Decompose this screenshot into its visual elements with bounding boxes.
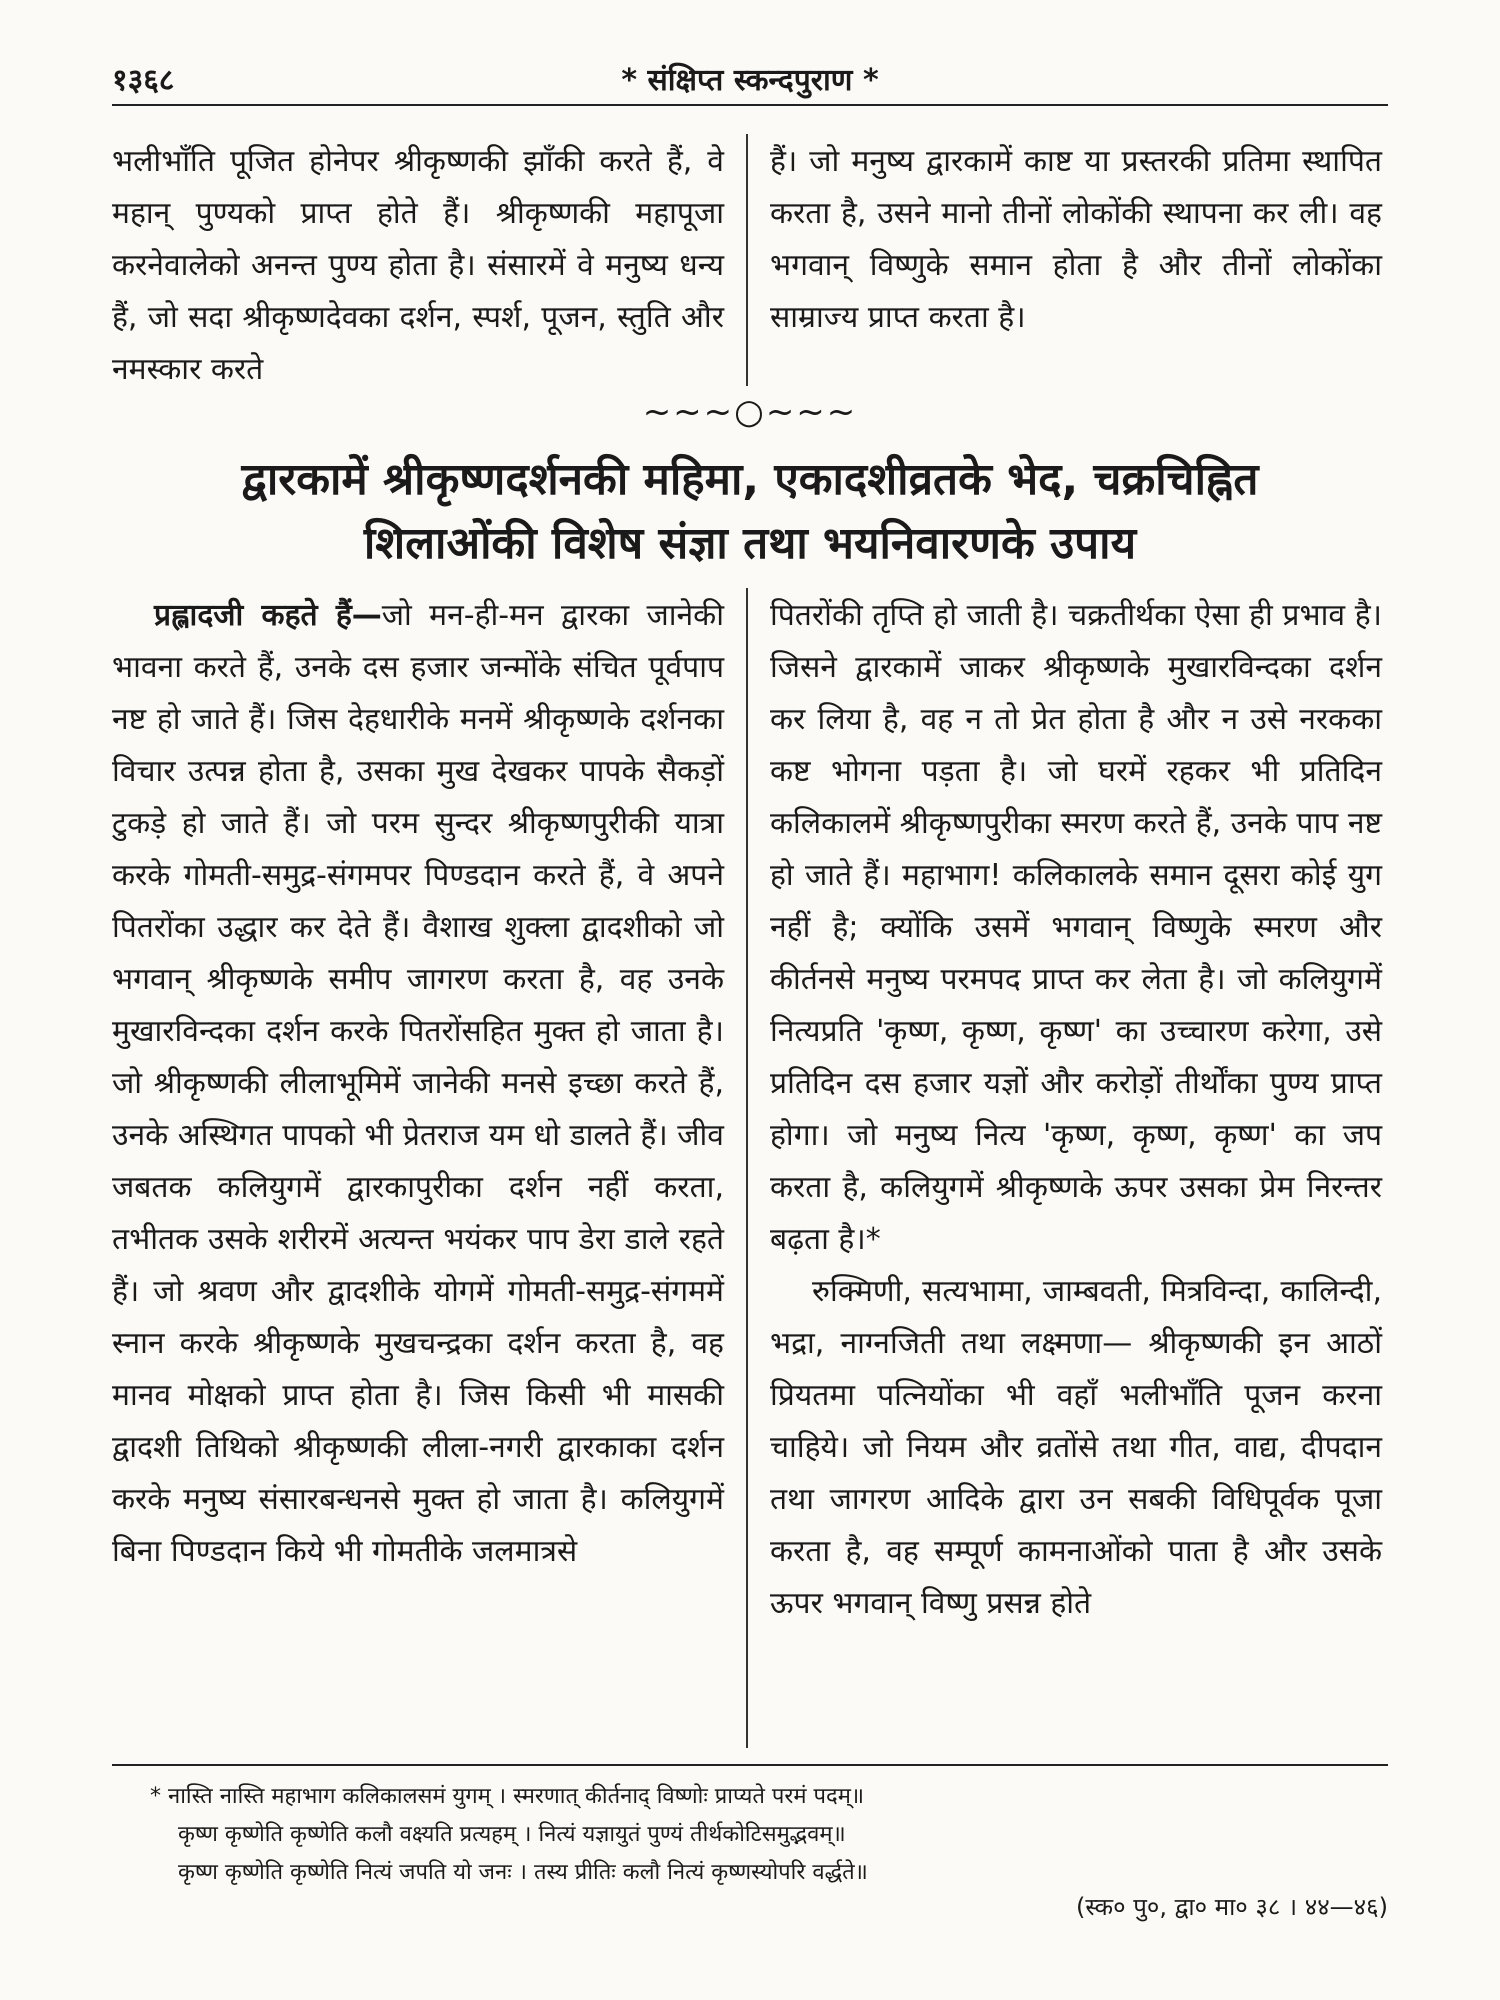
footnote-verse-3: कृष्ण कृष्णेति कृष्णेति नित्यं जपति यो जनः । तस्य प्रीतिः कलौ नित्यं कृष्णस्योपरि वर्द्धते॥: [178, 1860, 868, 1885]
footnote-rule: [112, 1764, 1388, 1766]
running-title: * संक्षिप्त स्कन्दपुराण *: [621, 63, 879, 98]
body-left-paragraph: [112, 590, 724, 1578]
top-right-paragraph: हैं। जो मनुष्य द्वारकामें काष्ट या प्रस्तरकी प्रतिमा स्थापित करता है, उसने मानो तीनों लोकोंकी स्थापना कर ली। वह भगवान् विष्णुके समान होता है और तीनों लोकोंका साम्राज्य प्राप्त करता है।: [770, 144, 1382, 335]
column-divider-body: [746, 588, 748, 1748]
speaker-lead-in: प्रह्लादजी कहते हैं—: [154, 598, 382, 633]
top-right-column: [770, 136, 1382, 344]
page-number: १३६८: [112, 63, 175, 98]
footnote-source: (स्क० पु०, द्वा० मा० ३८ । ४४—४६): [1075, 1893, 1388, 1921]
page-header: [112, 58, 1388, 102]
chapter-title-line-1: द्वारकामें श्रीकृष्णदर्शनकी महिमा, एकादशीव्रतके भेद, चक्रचिह्नित: [241, 454, 1259, 505]
section-ornament: ~~~○~~~: [642, 392, 858, 432]
footnote-verse-2: कृष्ण कृष्णेति कृष्णेति कलौ वक्ष्यति प्रत्यहम् । नित्यं यज्ञायुतं पुण्यं तीर्थकोटिसमुद्भवम्॥: [178, 1822, 846, 1847]
footnote-verse-1: * नास्ति नास्ति महाभाग कलिकालसमं युगम् । स्मरणात् कीर्तनाद् विष्णोः प्राप्यते परमं पदम्॥: [150, 1784, 865, 1809]
column-divider-top: [746, 134, 748, 386]
chapter-title-line-2: शिलाओंकी विशेष संज्ञा तथा भयनिवारणके उपाय: [363, 518, 1137, 569]
body-right-column: [770, 590, 1382, 1630]
body-right-paragraph-1: पितरोंकी तृप्ति हो जाती है। चक्रतीर्थका ऐसा ही प्रभाव है। जिसने द्वारकामें जाकर श्रीकृष्णके मुखारविन्दका दर्शन कर लिया है, वह न तो प्रेत होता है और न उसे नरकका कष्ट भोगना पड़ता है। जो घरमें रहकर भी प्रतिदिन कलिकालमें श्रीकृष्णपुरीका स्मरण करते हैं, उनके पाप नष्ट हो जाते हैं। महाभाग! कलिकालके समान दूसरा कोई युग नहीं है; क्योंकि उसमें भगवान् विष्णुके स्मरण और कीर्तनसे मनुष्य परमपद प्राप्त कर लेता है। जो कलियुगमें नित्यप्रति 'कृष्ण, कृष्ण, कृष्ण' का उच्चारण करेगा, उसे प्रतिदिन दस हजार यज्ञों और करोड़ों तीर्थोंका पुण्य प्राप्त होगा। जो मनुष्य नित्य 'कृष्ण, कृष्ण, कृष्ण' का जप करता है, कलियुगमें श्रीकृष्णके ऊपर उसका प्रेम निरन्तर बढ़ता है।*: [770, 598, 1382, 1257]
top-left-column: [112, 136, 724, 396]
footnote: [150, 1778, 1210, 1892]
body-left-text: जो मन-ही-मन द्वारका जानेकी भावना करते हैं, उनके दस हजार जन्मोंके संचित पूर्वपाप नष्ट हो जाते हैं। जिस देहधारीके मनमें श्रीकृष्णके दर्शनका विचार उत्पन्न होता है, उसका मुख देखकर पापके सैकड़ों टुकड़े हो जाते हैं। जो परम सुन्दर श्रीकृष्णपुरीकी यात्रा करके गोमती-समुद्र-संगमपर पिण्डदान करते हैं, वे अपने पितरोंका उद्धार कर देते हैं। वैशाख शुक्ला द्वादशीको जो भगवान् श्रीकृष्णके समीप जागरण करता है, वह उनके मुखारविन्दका दर्शन करके पितरोंसहित मुक्त हो जाता है। जो श्रीकृष्णकी लीलाभूमिमें जानेकी मनसे इच्छा करते हैं, उनके अस्थिगत पापको भी प्रेतराज यम धो डालते हैं। जीव जबतक कलियुगमें द्वारकापुरीका दर्शन नहीं करता, तभीतक उसके शरीरमें अत्यन्त भयंकर पाप डेरा डाले रहते हैं। जो श्रवण और द्वादशीके योगमें गोमती-समुद्र-संगममें स्नान करके श्रीकृष्णके मुखचन्द्रका दर्शन करता है, वह मानव मोक्षको प्राप्त होता है। जिस किसी भी मासकी द्वादशी तिथिको श्रीकृष्णकी लीला-नगरी द्वारकाका दर्शन करके मनुष्य संसारबन्धनसे मुक्त हो जाता है। कलियुगमें बिना पिण्डदान किये भी गोमतीके जलमात्रसे: [112, 598, 724, 1569]
top-left-paragraph: भलीभाँति पूजित होनेपर श्रीकृष्णकी झाँकी करते हैं, वे महान् पुण्यको प्राप्त होते हैं। श्रीकृष्णकी महापूजा करनेवालेको अनन्त पुण्य होता है। संसारमें वे मनुष्य धन्य हैं, जो सदा श्रीकृष्णदेवका दर्शन, स्पर्श, पूजन, स्तुति और नमस्कार करते: [112, 144, 724, 387]
body-left-column: [112, 590, 724, 1578]
chapter-title: [112, 448, 1388, 576]
header-rule: [112, 104, 1388, 106]
body-right-paragraph-2: रुक्मिणी, सत्यभामा, जाम्बवती, मित्रविन्दा, कालिन्दी, भद्रा, नाग्नजिती तथा लक्ष्मणा— श्रीकृष्णकी इन आठों प्रियतमा पत्नियोंका भी वहाँ भलीभाँति पूजन करना चाहिये। जो नियम और व्रतोंसे तथा गीत, वाद्य, दीपदान तथा जागरण आदिके द्वारा उन सबकी विधिपूर्वक पूजा करता है, वह सम्पूर्ण कामनाओंको पाता है और उसके ऊपर भगवान् विष्णु प्रसन्न होते: [770, 1274, 1382, 1621]
